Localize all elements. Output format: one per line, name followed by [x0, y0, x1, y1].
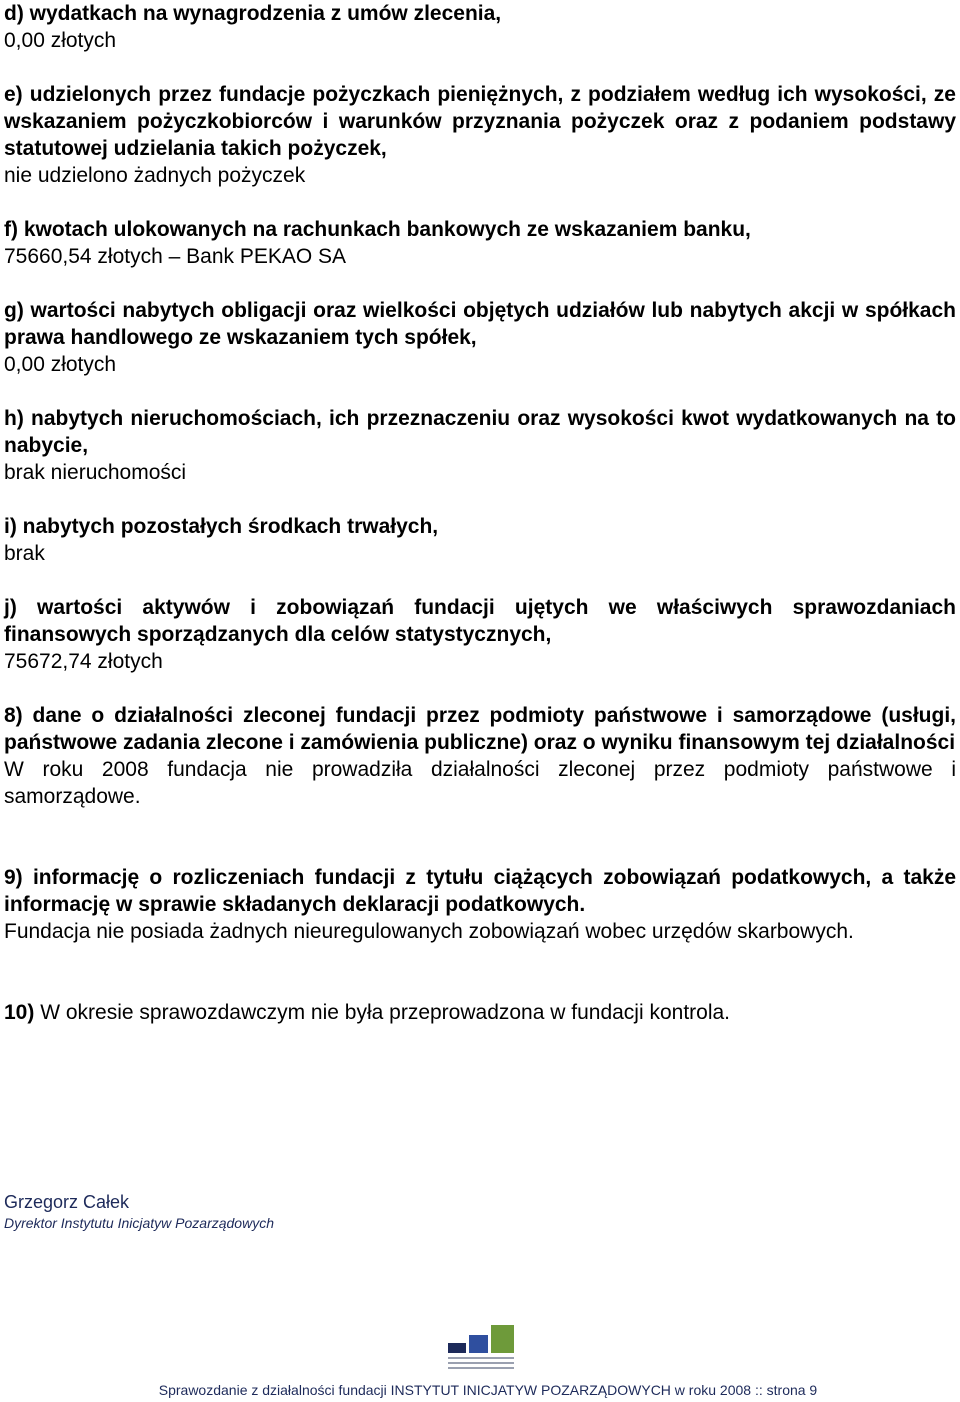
section-i: [4, 513, 956, 567]
section-g-value: 0,00 złotych: [4, 353, 117, 376]
section-f-value: 75660,54 złotych – Bank PEKAO SA: [4, 245, 347, 268]
section-f-heading: f) kwotach ulokowanych na rachunkach bankowych ze wskazaniem banku,: [4, 218, 751, 241]
section-j-value: 75672,74 złotych: [4, 650, 163, 673]
signature-title: Dyrektor Instytutu Inicjatyw Pozarządowych: [4, 1215, 274, 1231]
logo-block-green: [491, 1325, 514, 1353]
section-f: [4, 216, 956, 270]
section-d-value: 0,00 złotych: [4, 29, 117, 52]
section-g: [4, 297, 956, 378]
section-9-value: Fundacja nie posiada żadnych nieuregulowanych zobowiązań wobec urzędów skarbowych.: [4, 920, 854, 943]
section-h: [4, 405, 956, 486]
logo-caption-line-1: [448, 1357, 514, 1359]
section-g-heading: g) wartości nabytych obligacji oraz wielkości objętych udziałów lub nabytych akcji w spółkach prawa handlowego ze wskazaniem tych spółek,: [4, 299, 956, 349]
section-e: [4, 81, 956, 189]
page-footer: [0, 1380, 960, 1400]
section-i-value: brak: [4, 542, 45, 565]
institute-logo-graphic: [448, 1325, 518, 1370]
section-8: [4, 702, 956, 810]
section-9: [4, 864, 956, 945]
section-10: [4, 999, 956, 1026]
footer-text: Sprawozdanie z działalności fundacji INSTYTUT INICJATYW POZARZĄDOWYCH w roku 2008 :: strona 9: [158, 1382, 818, 1398]
section-i-heading: i) nabytych pozostałych środkach trwałych,: [4, 515, 439, 538]
signature-block: [4, 1190, 274, 1232]
signature-name: Grzegorz Całek: [4, 1192, 130, 1212]
section-e-value: nie udzielono żadnych pożyczek: [4, 164, 306, 187]
section-d: [4, 0, 956, 54]
logo-caption-line-3: [448, 1367, 514, 1369]
logo-block-blue: [469, 1335, 488, 1353]
section-j: [4, 594, 956, 675]
section-8-value: W roku 2008 fundacja nie prowadziła działalności zleconej przez podmioty państwowe i samorządowe.: [4, 758, 956, 808]
section-10-line: [4, 999, 956, 1026]
section-10-number: 10): [4, 1001, 35, 1024]
section-h-heading: h) nabytych nieruchomościach, ich przeznaczeniu oraz wysokości kwot wydatkowanych na to nabycie,: [4, 407, 956, 457]
logo-block-navy: [448, 1343, 466, 1353]
logo-caption-line-2: [448, 1362, 514, 1364]
section-j-heading: j) wartości aktywów i zobowiązań fundacji ujętych we właściwych sprawozdaniach finansowych sporządzanych dla celów statystycznych,: [4, 596, 956, 646]
section-10-text: W okresie sprawozdawczym nie była przeprowadzona w fundacji kontrola.: [40, 1001, 731, 1024]
institute-logo-icon: [448, 1325, 518, 1370]
section-d-heading: d) wydatkach na wynagrodzenia z umów zlecenia,: [4, 2, 502, 25]
section-e-heading: e) udzielonych przez fundacje pożyczkach pieniężnych, z podziałem według ich wysokości, ze wskazaniem pożyczkobiorców i warunków przyznania pożyczek oraz z podaniem podstawy statutowej udzielania takich pożyczek,: [4, 83, 956, 160]
section-9-heading: 9) informację o rozliczeniach fundacji z tytułu ciążących zobowiązań podatkowych, a także informację w sprawie składanych deklaracji podatkowych.: [4, 866, 956, 916]
section-h-value: brak nieruchomości: [4, 461, 187, 484]
section-8-heading: 8) dane o działalności zleconej fundacji przez podmioty państwowe i samorządowe (usługi, państwowe zadania zlecone i zamówienia publiczne) oraz o wyniku finansowym tej działalności: [4, 704, 956, 754]
